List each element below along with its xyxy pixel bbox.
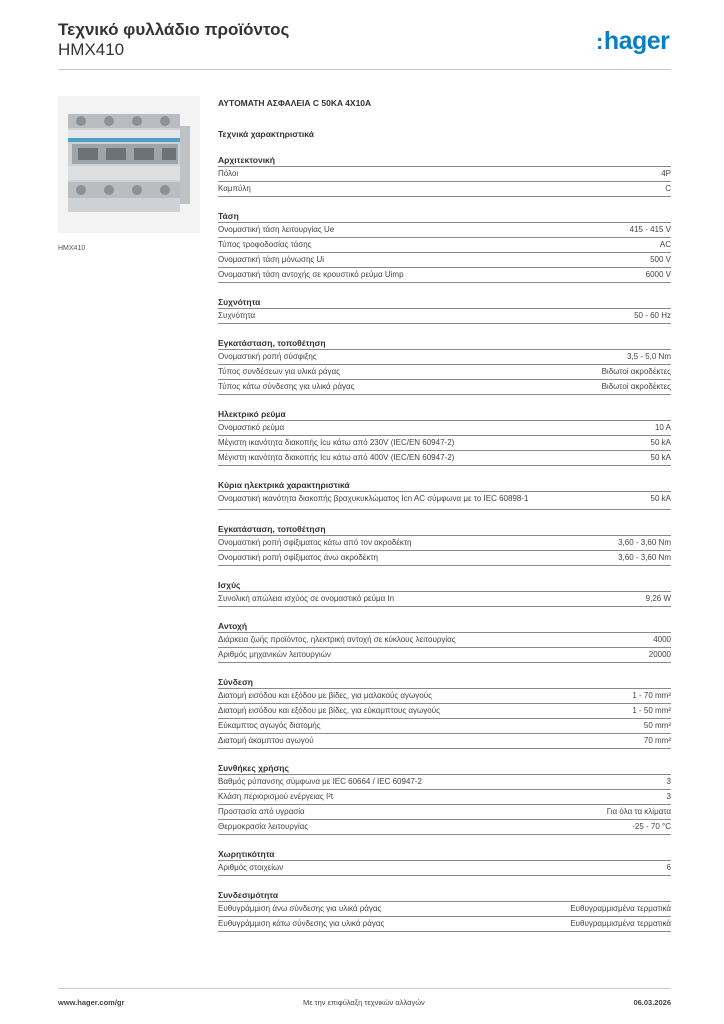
spec-row [218, 775, 671, 790]
spec-section [218, 579, 671, 607]
spec-value: 70 mm² [643, 736, 671, 745]
section-title: Αρχιτεκτονική [218, 154, 671, 167]
spec-label: Διατομή εισόδου και εξόδου με βίδες, για εύκαμπτους αγωγούς [218, 706, 440, 715]
spec-row [218, 790, 671, 805]
product-name: ΑΥΤΟΜΑΤΗ ΑΣΦΑΛΕΙΑ C 50KA 4X10A [218, 98, 372, 108]
spec-label: Βαθμός ρύπανσης σύμφωνα με IEC 60664 / IEC 60947-2 [218, 777, 422, 786]
spec-label: Διάρκεια ζωής προϊόντος, ηλεκτρική αντοχή σε κύκλους λειτουργίας [218, 635, 456, 644]
spec-value: AC [659, 240, 671, 249]
spec-value: 50 kA [650, 494, 671, 503]
spec-section [218, 523, 671, 566]
spec-row [218, 350, 671, 365]
spec-section [218, 337, 671, 395]
spec-label: Πόλοι [218, 169, 239, 178]
spec-row [218, 492, 671, 510]
document-title: Τεχνικό φυλλάδιο προϊόντος [58, 20, 290, 39]
spec-subtitle: Τεχνικά χαρακτηριστικά [218, 129, 314, 139]
section-title: Τάση [218, 210, 671, 223]
spec-value: 20000 [648, 650, 671, 659]
spec-label: Τύπος συνδέσεων για υλικά ράγας [218, 367, 340, 376]
spec-label: Ονομαστική ροπή σφίξιματος κάτω από τον ακροδέκτη [218, 538, 412, 547]
spec-label: Ονομαστική τάση λειτουργίας Ue [218, 225, 335, 234]
spec-sections [218, 154, 671, 932]
spec-content [218, 97, 671, 932]
spec-label: Ονομαστική ικανότητα διακοπής βραχυκυκλώματος Icn AC σύμφωνα με το IEC 60898-1 [218, 494, 529, 503]
logo-colon-icon: : [596, 29, 603, 54]
spec-value: 3,5 - 5,0 Nm [626, 352, 671, 361]
section-title: Κύρια ηλεκτρικά χαρακτηριστικά [218, 479, 671, 492]
spec-value: 415 - 415 V [629, 225, 671, 234]
spec-row [218, 704, 671, 719]
spec-value: 10 A [654, 423, 671, 432]
spec-value: 3 [666, 792, 671, 801]
spec-row [218, 182, 671, 197]
spec-label: Συνολική απώλεια ισχύος σε ονομαστικό ρεύμα In [218, 594, 395, 603]
spec-value: Για όλα τα κλίματα [606, 807, 671, 816]
spec-label: Εύκαμπτος αγωγός διατομής [218, 721, 321, 730]
spec-label: Ονομαστικό ρεύμα [218, 423, 285, 432]
spec-value: 50 kA [650, 438, 671, 447]
spec-value: 9,26 W [645, 594, 671, 603]
spec-label: Προστασία από υγρασία [218, 807, 305, 816]
footer-website[interactable]: www.hager.com/gr [58, 998, 125, 1007]
spec-row [218, 436, 671, 451]
section-title: Εγκατάσταση, τοποθέτηση [218, 337, 671, 350]
spec-row [218, 253, 671, 268]
spec-row [218, 689, 671, 704]
spec-label: Τύπος τροφοδοσίας τάσης [218, 240, 312, 249]
spec-label: Διατομή άκαμπτου αγωγού [218, 736, 314, 745]
section-title: Ηλεκτρικό ρεύμα [218, 408, 671, 421]
spec-value: 3,60 - 3,60 Nm [618, 553, 671, 562]
spec-label: Συχνότητα [218, 311, 256, 320]
spec-row [218, 309, 671, 324]
header-divider [58, 69, 671, 70]
spec-value: 1 - 50 mm² [632, 706, 671, 715]
spec-section [218, 154, 671, 197]
spec-row [218, 902, 671, 917]
spec-label: Κλάση περιορισμού ενέργειας I²t [218, 792, 334, 801]
spec-row [218, 268, 671, 283]
spec-label: Ονομαστική τάση μόνωσης Ui [218, 255, 325, 264]
spec-row [218, 861, 671, 876]
spec-section [218, 408, 671, 466]
spec-section [218, 848, 671, 876]
spec-row [218, 380, 671, 395]
section-title: Αντοχή [218, 620, 671, 633]
spec-value: C [665, 184, 671, 193]
spec-value: 500 V [650, 255, 671, 264]
spec-section [218, 296, 671, 324]
spec-value: Βιδωτοί ακροδέκτες [601, 382, 671, 391]
spec-value: 4000 [653, 635, 671, 644]
spec-section [218, 479, 671, 510]
spec-row [218, 421, 671, 436]
spec-label: Ονομαστική τάση αντοχής σε κρουστικό ρεύμα Uimp [218, 270, 404, 279]
product-code: HMX410 [58, 40, 125, 59]
spec-value: 3,60 - 3,60 Nm [618, 538, 671, 547]
spec-value: Βιδωτοί ακροδέκτες [601, 367, 671, 376]
spec-row [218, 536, 671, 551]
section-title: Χωρητικότητα [218, 848, 671, 861]
spec-label: Μέγιστη ικανότητα διακοπής Icu κάτω από 230V (IEC/EN 60947-2) [218, 438, 455, 447]
section-title: Ισχύς [218, 579, 671, 592]
spec-label: Ευθυγράμμιση άνω σύνδεσης για υλικά ράγας [218, 904, 382, 913]
spec-value: 6 [666, 863, 671, 872]
spec-value: 6000 V [645, 270, 671, 279]
product-caption: HMX410 [58, 245, 86, 252]
footer-date: 06.03.2026 [633, 998, 671, 1007]
spec-row [218, 734, 671, 749]
spec-label: Αριθμός μηχανικών λειτουργιών [218, 650, 331, 659]
spec-row [218, 223, 671, 238]
spec-label: Ονομαστική ροπή σφίξιματος άνω ακροδέκτη [218, 553, 378, 562]
spec-label: Καμπύλη [218, 184, 251, 193]
spec-row [218, 551, 671, 566]
spec-label: Ονομαστική ροπή σύσφιξης [218, 352, 317, 361]
spec-value: Ευθυγραμμισμένα τερματικά [570, 904, 671, 913]
spec-section [218, 210, 671, 283]
section-title: Συνθήκες χρήσης [218, 762, 671, 775]
spec-row [218, 167, 671, 182]
spec-value: 50 - 60 Hz [634, 311, 671, 320]
logo-text: hager [603, 27, 670, 55]
spec-label: Τύπος κάτω σύνδεσης για υλικά ράγας [218, 382, 355, 391]
spec-label: Διατομή εισόδου και εξόδου με βίδες, για μαλακούς αγωγούς [218, 691, 432, 700]
spec-label: Μέγιστη ικανότητα διακοπής Icu κάτω από 400V (IEC/EN 60947-2) [218, 453, 455, 462]
circuit-breaker-icon [58, 96, 200, 233]
spec-row [218, 805, 671, 820]
spec-label: Αριθμός στοιχείων [218, 863, 284, 872]
spec-value: 3 [666, 777, 671, 786]
spec-value: 50 kA [650, 453, 671, 462]
hager-logo [596, 28, 669, 55]
section-title: Εγκατάσταση, τοποθέτηση [218, 523, 671, 536]
spec-section [218, 620, 671, 663]
spec-label: Θερμοκρασία λειτουργίας [218, 822, 309, 831]
spec-value: -25 - 70 °C [632, 822, 671, 831]
section-title: Συχνότητα [218, 296, 671, 309]
spec-row [218, 238, 671, 253]
section-title: Σύνδεση [218, 676, 671, 689]
footer-note: Με την επιφύλαξη τεχνικών αλλαγών [303, 998, 425, 1007]
spec-value: 50 mm² [643, 721, 671, 730]
spec-row [218, 917, 671, 932]
spec-row [218, 365, 671, 380]
product-image [58, 96, 200, 233]
spec-row [218, 592, 671, 607]
spec-row [218, 648, 671, 663]
spec-value: 1 - 70 mm² [632, 691, 671, 700]
spec-row [218, 451, 671, 466]
page-header [58, 20, 289, 60]
spec-section [218, 762, 671, 835]
spec-section [218, 676, 671, 749]
spec-row [218, 633, 671, 648]
footer-divider [58, 988, 671, 989]
spec-label: Ευθυγράμμιση κάτω σύνδεσης για υλικά ράγας [218, 919, 385, 928]
spec-value: 4P [661, 169, 671, 178]
spec-row [218, 820, 671, 835]
spec-value: Ευθυγραμμισμένα τερματικά [570, 919, 671, 928]
spec-section [218, 889, 671, 932]
spec-row [218, 719, 671, 734]
section-title: Συνδεσιμότητα [218, 889, 671, 902]
